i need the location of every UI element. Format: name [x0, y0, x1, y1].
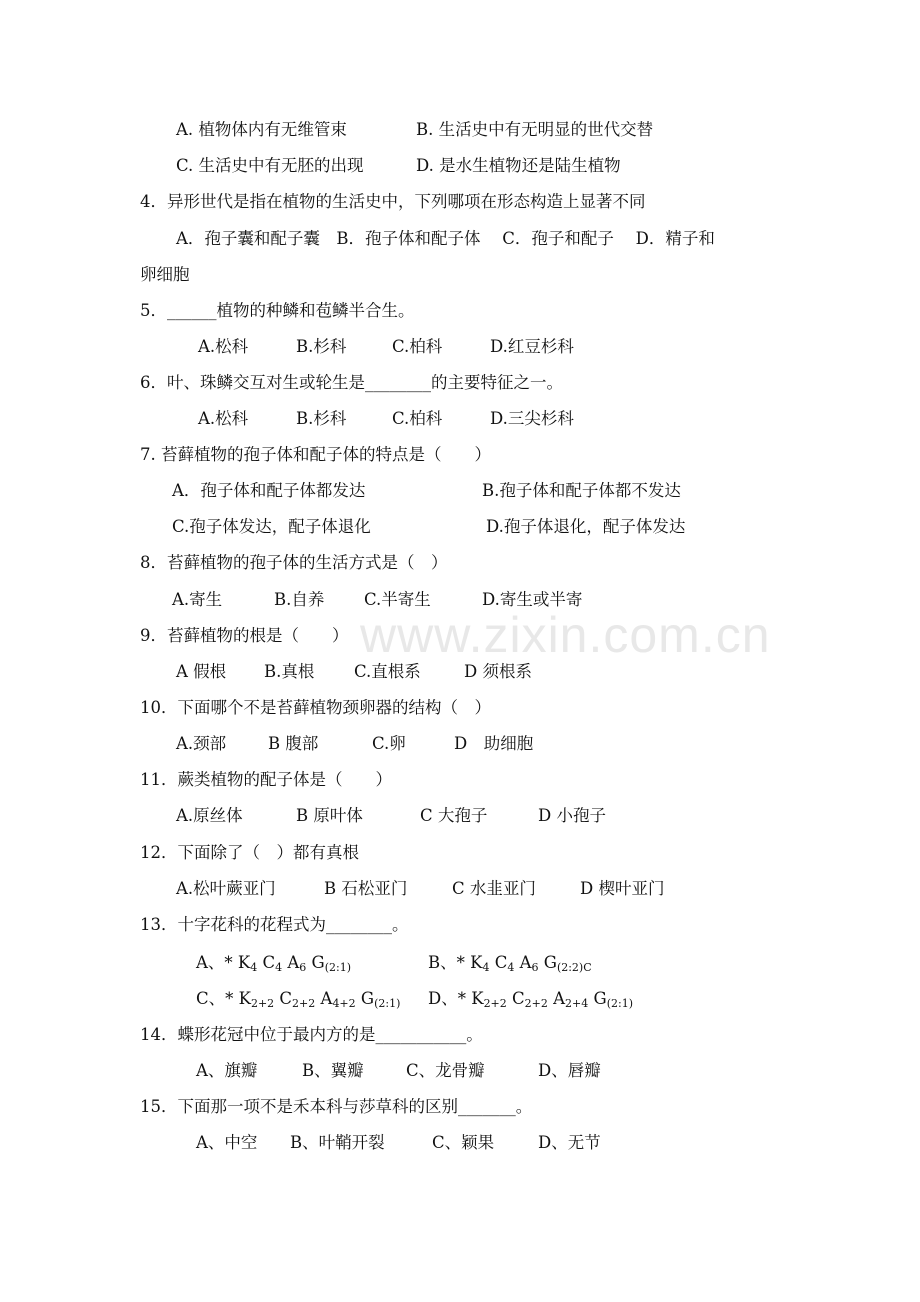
- q8-option-c: C.半寄生: [364, 590, 431, 609]
- q15-option-c: C、颖果: [432, 1133, 495, 1152]
- q14-option-a: A、旗瓣: [196, 1061, 258, 1080]
- q13-formula-d: D、* $K_{2+2}$ $C_{2+2}$ $A_{2+4}$ $G_{(2:1)}$: [428, 989, 633, 1010]
- q9-option-b: B.真根: [264, 662, 315, 681]
- q9-option-a: A 假根: [176, 662, 227, 681]
- q10-option-a: A.颈部: [176, 734, 227, 753]
- q13-formula-c: C、* $K_{2+2}$ $C_{2+2}$ $A_{4+2}$ $G_{(2:1)}$: [196, 989, 401, 1010]
- watermark: www.zixin.com.cn: [360, 607, 771, 663]
- question-8: 8．苔藓植物的孢子体的生活方式是（ ）: [140, 553, 448, 572]
- q11-option-a: A.原丝体: [176, 806, 243, 825]
- q5-option-a: A.松科: [198, 337, 249, 356]
- q12-option-c: C 水韭亚门: [452, 879, 536, 898]
- option-b: B. 生活史中有无明显的世代交替: [416, 120, 654, 139]
- question-6: 6．叶、珠鳞交互对生或轮生是________的主要特征之一。: [140, 373, 563, 392]
- q14-option-d: D、唇瓣: [538, 1061, 601, 1080]
- q10-option-c: C.卵: [372, 734, 406, 753]
- q14-option-c: C、龙骨瓣: [406, 1061, 485, 1080]
- q6-option-b: B.杉科: [296, 409, 347, 428]
- question-12: 12．下面除了（ ）都有真根: [140, 843, 359, 862]
- question-14: 14．蝶形花冠中位于最内方的是___________。: [140, 1025, 483, 1044]
- question-4-options-cont: 卵细胞: [140, 265, 190, 284]
- q8-option-b: B.自养: [274, 590, 325, 609]
- q9-option-d: D 须根系: [464, 662, 532, 681]
- question-4: 4．异形世代是指在植物的生活史中，下列哪项在形态构造上显著不同: [140, 192, 646, 211]
- q6-option-d: D.三尖杉科: [490, 409, 574, 428]
- q12-option-b: B 石松亚门: [324, 879, 408, 898]
- question-13: 13．十字花科的花程式为________。: [140, 915, 409, 934]
- q12-option-d: D 楔叶亚门: [580, 879, 665, 898]
- q10-option-d: D 助细胞: [454, 734, 534, 753]
- q13-formula-a: A、* $K_4$ $C_4$ $A_6$ $G_{(2:1)}$: [196, 953, 352, 974]
- question-10: 10．下面哪个不是苔藓植物颈卵器的结构（ ）: [140, 698, 491, 717]
- q15-option-b: B、叶鞘开裂: [290, 1133, 385, 1152]
- question-5: 5．______植物的种鳞和苞鳞半合生。: [140, 301, 415, 320]
- question-9: 9．苔藓植物的根是（ ）: [140, 626, 349, 645]
- option-a: A. 植物体内有无维管束: [176, 120, 347, 139]
- q14-option-b: B、翼瓣: [302, 1061, 364, 1080]
- q12-option-a: A.松叶蕨亚门: [176, 879, 276, 898]
- question-7: 7. 苔藓植物的孢子体和配子体的特点是（ ）: [140, 445, 491, 464]
- q9-option-c: C.直根系: [354, 662, 421, 681]
- question-11: 11．蕨类植物的配子体是（ ）: [140, 770, 392, 789]
- q11-option-d: D 小孢子: [538, 806, 606, 825]
- option-d: D. 是水生植物还是陆生植物: [416, 156, 621, 175]
- q15-option-a: A、中空: [196, 1133, 258, 1152]
- q13-formula-b: B、* $K_4$ $C_4$ $A_6$ $G_{(2:2)C}$: [428, 953, 592, 974]
- q6-option-a: A.松科: [198, 409, 249, 428]
- q15-option-d: D、无节: [538, 1133, 601, 1152]
- q5-option-c: C.柏科: [392, 337, 443, 356]
- q8-option-a: A.寄生: [172, 590, 223, 609]
- q8-option-d: D.寄生或半寄: [482, 590, 583, 609]
- q5-option-b: B.杉科: [296, 337, 347, 356]
- q7-option-d: D.孢子体退化，配子体发达: [486, 517, 686, 536]
- q11-option-b: B 原叶体: [296, 806, 363, 825]
- q7-option-b: B.孢子体和配子体都不发达: [482, 481, 681, 500]
- option-c: C. 生活史中有无胚的出现: [176, 156, 364, 175]
- q10-option-b: B 腹部: [268, 734, 319, 753]
- q11-option-c: C 大孢子: [420, 806, 488, 825]
- q7-option-a: A．孢子体和配子体都发达: [172, 481, 366, 500]
- question-15: 15．下面那一项不是禾本科与莎草科的区别_______。: [140, 1097, 533, 1116]
- q6-option-c: C.柏科: [392, 409, 443, 428]
- question-4-options: A．孢子囊和配子囊 B．孢子体和配子体 C．孢子和配子 D．精子和: [176, 229, 715, 248]
- q5-option-d: D.红豆杉科: [490, 337, 574, 356]
- q7-option-c: C.孢子体发达，配子体退化: [172, 517, 371, 536]
